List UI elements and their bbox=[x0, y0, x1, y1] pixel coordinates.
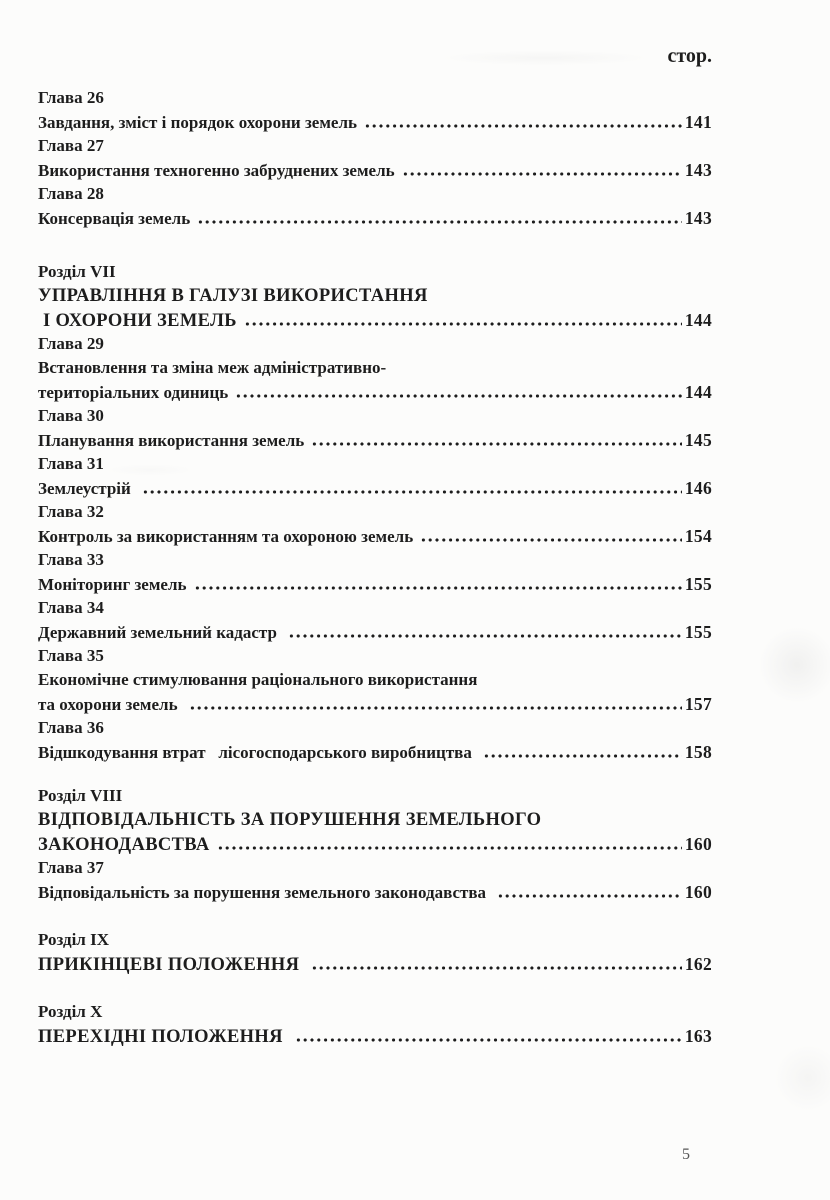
toc-line-text: ВІДПОВІДАЛЬНІСТЬ ЗА ПОРУШЕННЯ ЗЕМЕЛЬНОГО bbox=[38, 810, 542, 830]
toc-line-text: Розділ VIII bbox=[38, 786, 123, 805]
toc-entry-line bbox=[38, 308, 712, 332]
toc-heading-line bbox=[38, 928, 712, 952]
toc-entry-line bbox=[38, 620, 712, 644]
toc-line-text: Глава 26 bbox=[38, 88, 104, 107]
toc-line-text: Використання техногенно забруднених земель bbox=[38, 161, 395, 180]
toc-line-text: Глава 27 bbox=[38, 136, 104, 155]
toc-line-text: Контроль за використанням та охороною земель bbox=[38, 527, 414, 546]
toc-entry-line bbox=[38, 692, 712, 716]
page-number: 5 bbox=[682, 1146, 690, 1163]
dot-leader bbox=[311, 442, 682, 446]
dot-leader bbox=[295, 1038, 682, 1042]
toc-heading-line bbox=[38, 668, 712, 692]
toc-page-number: 160 bbox=[684, 834, 712, 854]
dot-leader bbox=[497, 894, 682, 898]
toc-heading-line bbox=[38, 332, 712, 356]
toc-entry-line bbox=[38, 1024, 712, 1048]
toc bbox=[38, 86, 712, 1048]
toc-entry-line bbox=[38, 740, 712, 764]
toc-line-text: Завдання, зміст і порядок охорони земель bbox=[38, 113, 357, 132]
toc-line-text: І ОХОРОНИ ЗЕМЕЛЬ bbox=[38, 311, 237, 331]
dot-leader bbox=[142, 490, 682, 494]
toc-line-text: Землеустрій bbox=[38, 479, 136, 498]
toc-line-text: Глава 37 bbox=[38, 858, 104, 877]
toc-entry-line bbox=[38, 832, 712, 856]
toc-line-text: Глава 31 bbox=[38, 454, 104, 473]
toc-line-text: Консервація земель bbox=[38, 209, 191, 228]
toc-line-text: Глава 28 bbox=[38, 184, 104, 203]
toc-entry-line bbox=[38, 158, 712, 182]
toc-heading-line bbox=[38, 260, 712, 284]
toc-page-number: 141 bbox=[684, 112, 712, 132]
toc-page-number: 144 bbox=[684, 310, 712, 330]
toc-heading-line bbox=[38, 716, 712, 740]
toc-line-text: Розділ VII bbox=[38, 262, 116, 281]
toc-line-text: Відповідальність за порушення земельного законодавства bbox=[38, 883, 491, 902]
toc-page-number: 155 bbox=[684, 622, 712, 642]
toc-line-text: Глава 29 bbox=[38, 334, 104, 353]
toc-line-text: Глава 32 bbox=[38, 502, 104, 521]
toc-line-text: Відшкодування втрат лісогосподарського виробництва bbox=[38, 743, 477, 762]
toc-heading-line bbox=[38, 500, 712, 524]
toc-line-text: Глава 33 bbox=[38, 550, 104, 569]
toc-heading-line bbox=[38, 134, 712, 158]
toc-heading-line bbox=[38, 856, 712, 880]
dot-leader bbox=[217, 846, 682, 850]
toc-entry-line bbox=[38, 206, 712, 230]
toc-page-number: 143 bbox=[684, 208, 712, 228]
toc-heading-line bbox=[38, 452, 712, 476]
toc-line-text: територіальних одиниць bbox=[38, 383, 229, 402]
toc-line-text: Глава 34 bbox=[38, 598, 104, 617]
toc-heading-line bbox=[38, 784, 712, 808]
toc-line-text: Глава 36 bbox=[38, 718, 104, 737]
toc-entry-line bbox=[38, 524, 712, 548]
toc-line-text: Встановлення та зміна меж адміністративно- bbox=[38, 358, 387, 377]
dot-leader bbox=[483, 754, 682, 758]
toc-line-text: ПРИКІНЦЕВІ ПОЛОЖЕННЯ bbox=[38, 955, 305, 975]
toc-line-text: Глава 30 bbox=[38, 406, 104, 425]
toc-page-number: 160 bbox=[684, 882, 712, 902]
toc-page-number: 144 bbox=[684, 382, 712, 402]
toc-entry-line bbox=[38, 476, 712, 500]
toc-heading-line bbox=[38, 86, 712, 110]
toc-page-number: 163 bbox=[684, 1026, 712, 1046]
toc-line-text: Економічне стимулювання раціонального використання bbox=[38, 670, 478, 689]
toc-heading-line bbox=[38, 808, 712, 832]
section-gap bbox=[38, 976, 712, 1000]
toc-page-number: 154 bbox=[684, 526, 712, 546]
dot-leader bbox=[420, 538, 682, 542]
section-gap bbox=[38, 764, 712, 784]
dot-leader bbox=[402, 172, 682, 176]
toc-heading-line bbox=[38, 548, 712, 572]
dot-leader bbox=[244, 322, 682, 326]
toc-entry-line bbox=[38, 380, 712, 404]
section-gap bbox=[38, 230, 712, 260]
toc-page-number: 146 bbox=[684, 478, 712, 498]
toc-entry-line bbox=[38, 952, 712, 976]
toc-line-text: ПЕРЕХІДНІ ПОЛОЖЕННЯ bbox=[38, 1027, 288, 1047]
toc-line-text: ЗАКОНОДАВСТВА bbox=[38, 835, 210, 855]
toc-page-number: 143 bbox=[684, 160, 712, 180]
toc-line-text: УПРАВЛІННЯ В ГАЛУЗІ ВИКОРИСТАННЯ bbox=[38, 286, 428, 306]
toc-heading-line bbox=[38, 644, 712, 668]
toc-heading-line bbox=[38, 1000, 712, 1024]
dot-leader bbox=[194, 586, 682, 590]
section-gap bbox=[38, 904, 712, 928]
toc-page-number: 158 bbox=[684, 742, 712, 762]
toc-line-text: Глава 35 bbox=[38, 646, 104, 665]
dot-leader bbox=[288, 634, 682, 638]
toc-entry-line bbox=[38, 572, 712, 596]
toc-heading-line bbox=[38, 182, 712, 206]
toc-page-number: 145 bbox=[684, 430, 712, 450]
toc-heading-line bbox=[38, 356, 712, 380]
toc-heading-line bbox=[38, 596, 712, 620]
toc-heading-line bbox=[38, 404, 712, 428]
toc-line-text: та охорони земель bbox=[38, 695, 182, 714]
toc-page-number: 155 bbox=[684, 574, 712, 594]
toc-line-text: Планування використання земель bbox=[38, 431, 305, 450]
dot-leader bbox=[197, 220, 682, 224]
toc-heading-line bbox=[38, 284, 712, 308]
toc-entry-line bbox=[38, 880, 712, 904]
toc-line-text: Розділ IX bbox=[38, 930, 109, 949]
dot-leader bbox=[189, 706, 682, 710]
page-column-header: стор. bbox=[667, 45, 712, 67]
toc-line-text: Державний земельний кадастр bbox=[38, 623, 282, 642]
dot-leader bbox=[235, 394, 682, 398]
toc-entry-line bbox=[38, 428, 712, 452]
toc-line-text: Моніторинг земель bbox=[38, 575, 187, 594]
toc-page-number: 162 bbox=[684, 954, 712, 974]
toc-entry-line bbox=[38, 110, 712, 134]
dot-leader bbox=[311, 966, 682, 970]
dot-leader bbox=[364, 124, 682, 128]
toc-page-number: 157 bbox=[684, 694, 712, 714]
toc-line-text: Розділ X bbox=[38, 1002, 103, 1021]
